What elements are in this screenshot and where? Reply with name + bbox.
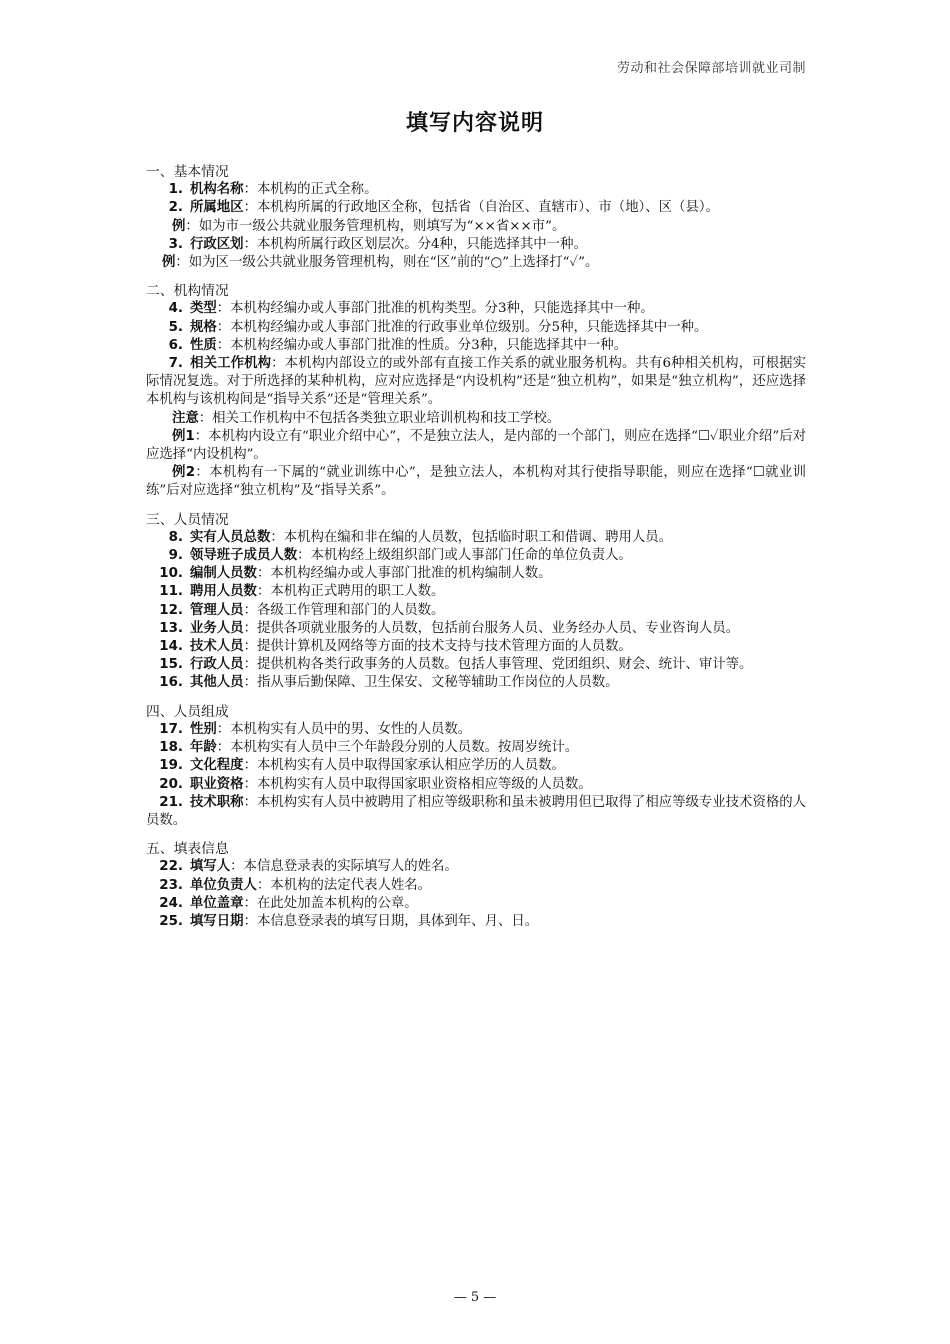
section-heading: 二、机构情况 [146, 283, 229, 300]
instruction-item [146, 913, 806, 931]
item-term: 所属地区 [190, 200, 244, 216]
instruction-item [146, 757, 806, 775]
item-number: 25. [159, 913, 183, 929]
item-number: 19. [159, 758, 183, 774]
item-number: 3. [168, 236, 183, 252]
example-label: 例1 [172, 428, 195, 444]
section-heading: 五、填表信息 [146, 841, 229, 858]
item-number: 16. [159, 675, 183, 691]
item-description: ：本机构正式聘用的职工人数。 [256, 584, 445, 600]
instruction-item [146, 300, 806, 318]
instruction-item [146, 739, 806, 757]
item-number: 21. [159, 794, 183, 810]
item-number: 11. [159, 584, 183, 600]
item-description: ：本机构在编和非在编的人员数，包括临时职工和借调、聘用人员。 [270, 529, 673, 545]
item-term: 文化程度 [190, 758, 244, 774]
item-term: 类型 [190, 301, 217, 317]
item-term: 技术职称 [190, 794, 244, 810]
item-term: 职业资格 [190, 776, 244, 792]
item-number: 4. [168, 301, 183, 317]
example-text: ：相关工作机构中不包括各类独立职业培训机构和技工学校。 [198, 410, 561, 426]
instruction-item [146, 583, 806, 601]
item-number: 24. [159, 895, 183, 911]
item-description: ：本机构经编办或人事部门批准的性质。分3种，只能选择其中一种。 [216, 337, 628, 353]
item-description: ：提供计算机及网络等方面的技术支持与技术管理方面的人员数。 [243, 639, 632, 655]
item-description: ：本信息登录表的填写日期，具体到年、月、日。 [243, 913, 539, 929]
instruction-item [146, 877, 806, 895]
instruction-item [146, 674, 806, 692]
item-number: 1. [168, 182, 183, 198]
instruction-item [146, 721, 806, 739]
item-term: 实有人员总数 [190, 529, 271, 545]
instructions-body [146, 163, 806, 941]
instruction-item [146, 776, 806, 794]
item-term: 填写人 [190, 859, 231, 875]
item-number: 12. [159, 602, 183, 618]
instruction-item [146, 794, 806, 830]
item-number: 7. [168, 356, 183, 372]
item-number: 13. [159, 620, 183, 636]
item-number: 23. [159, 877, 183, 893]
section [146, 282, 806, 500]
item-number: 15. [159, 657, 183, 673]
instruction-item [146, 181, 806, 199]
example-label: 例 [172, 218, 186, 234]
item-description: ：提供各项就业服务的人员数，包括前台服务人员、业务经办人员、专业咨询人员。 [243, 620, 740, 636]
item-term: 机构名称 [190, 182, 244, 198]
item-term: 行政人员 [190, 657, 244, 673]
item-term: 管理人员 [190, 602, 244, 618]
example-text: ：如为区一级公共就业服务管理机构，则在“区”前的“○”上选择打“✓”。 [175, 255, 599, 271]
item-term: 单位盖章 [190, 895, 244, 911]
item-description: ：本机构实有人员中取得国家职业资格相应等级的人员数。 [243, 776, 592, 792]
item-description: ：本机构实有人员中三个年龄段分别的人员数。按周岁统计。 [216, 740, 579, 756]
item-description: ：本机构所属行政区划层次。分4种，只能选择其中一种。 [243, 236, 587, 252]
instruction-item [146, 547, 806, 565]
example-label: 例2 [172, 465, 196, 481]
item-number: 5. [168, 319, 183, 335]
page-title: 填写内容说明 [405, 111, 544, 136]
item-term: 领导班子成员人数 [190, 548, 298, 564]
instruction-item [146, 529, 806, 547]
instruction-item [146, 895, 806, 913]
instruction-item [146, 199, 806, 217]
item-term: 性质 [190, 337, 217, 353]
item-description: ：本机构所属的行政地区全称，包括省（自治区、直辖市）、市（地）、区（县）。 [243, 200, 719, 216]
example-note [146, 218, 806, 236]
item-number: 17. [159, 721, 183, 737]
example-note [146, 428, 806, 464]
example-note [146, 464, 806, 500]
item-term: 聘用人员数 [190, 584, 257, 600]
item-number: 20. [159, 776, 183, 792]
item-term: 编制人员数 [190, 566, 257, 582]
item-description: ：各级工作管理和部门的人员数。 [243, 602, 445, 618]
item-number: 22. [159, 859, 183, 875]
section-heading: 四、人员组成 [146, 703, 229, 720]
instruction-item [146, 602, 806, 620]
section [146, 163, 806, 272]
item-term: 性别 [190, 721, 217, 737]
example-note [146, 254, 806, 272]
item-description: ：本机构的正式全称。 [243, 182, 378, 198]
instruction-item [146, 565, 806, 583]
example-label: 注意 [172, 410, 199, 426]
item-term: 行政区划 [190, 236, 244, 252]
example-note [146, 410, 806, 428]
item-term: 年龄 [190, 740, 217, 756]
item-description: ：本机构的法定代表人姓名。 [256, 877, 432, 893]
item-number: 10. [159, 566, 183, 582]
item-number: 8. [168, 529, 183, 545]
instruction-item [146, 858, 806, 876]
item-description: ：本机构经编办或人事部门批准的机构类型。分3种，只能选择其中一种。 [216, 301, 654, 317]
item-term: 规格 [190, 319, 217, 335]
item-description: ：本机构实有人员中被聘用了相应等级职称和虽未被聘用但已取得了相应等级专业技术资格的人员数。 [146, 794, 807, 828]
item-term: 其他人员 [190, 675, 244, 691]
section [146, 840, 806, 931]
item-description: ：本机构经编办或人事部门批准的行政事业单位级别。分5种，只能选择其中一种。 [216, 319, 708, 335]
item-description: ：本机构经上级组织部门或人事部门任命的单位负责人。 [297, 548, 632, 564]
instruction-item [146, 337, 806, 355]
section-heading: 一、基本情况 [146, 164, 229, 180]
item-number: 6. [168, 337, 183, 353]
section [146, 703, 806, 830]
item-description: ：本机构内部设立的或外部有直接工作关系的就业服务机构。共有6种相关机构，可根据实际情况复选。对于所选择的某种机构，应对应选择是“内设机构”还是“独立机构”，如果是“独立机构”，还应选择本机构与该机构间是“指导关系”还是“管理关系”。 [146, 356, 806, 408]
item-term: 填写日期 [190, 913, 244, 929]
item-number: 18. [159, 740, 183, 756]
item-description: ：本机构实有人员中取得国家承认相应学历的人员数。 [243, 758, 565, 774]
item-number: 2. [168, 200, 183, 216]
item-number: 14. [159, 639, 183, 655]
instruction-item [146, 236, 806, 254]
instruction-item [146, 355, 806, 410]
item-term: 技术人员 [190, 639, 244, 655]
item-term: 相关工作机构 [190, 356, 272, 372]
example-label: 例 [162, 255, 176, 271]
item-description: ：指从事后勤保障、卫生保安、文秘等辅助工作岗位的人员数。 [243, 675, 619, 691]
page-header: 劳动和社会保障部培训就业司制 [616, 61, 806, 76]
item-description: ：在此处加盖本机构的公章。 [243, 895, 418, 911]
example-text: ：如为市一级公共就业服务管理机构，则填写为“××省××市”。 [185, 218, 566, 234]
instruction-item [146, 656, 806, 674]
item-description: ：本机构经编办或人事部门批准的机构编制人数。 [256, 566, 552, 582]
item-description: ：本机构实有人员中的男、女性的人员数。 [216, 721, 472, 737]
instruction-item [146, 319, 806, 337]
section [146, 511, 806, 693]
item-description: ：本信息登录表的实际填写人的姓名。 [230, 859, 458, 875]
example-text: ：本机构内设立有“职业介绍中心”，不是独立法人，是内部的一个部门，则应在选择“☐✓职业介绍”后对应选择“内设机构”。 [146, 428, 806, 463]
page-number: — 5 — [453, 1290, 497, 1305]
item-term: 业务人员 [190, 620, 244, 636]
example-text: ：本机构有一下属的“就业训练中心”，是独立法人，本机构对其行使指导职能，则应在选择“☐就业训练”后对应选择“独立机构”及“指导关系”。 [146, 465, 806, 499]
instruction-item [146, 620, 806, 638]
item-description: ：提供机构各类行政事务的人员数。包括人事管理、党团组织、财会、统计、审计等。 [243, 657, 753, 673]
section-heading: 三、人员情况 [146, 511, 229, 528]
instruction-item [146, 638, 806, 656]
item-term: 单位负责人 [190, 877, 257, 893]
item-number: 9. [168, 548, 183, 564]
